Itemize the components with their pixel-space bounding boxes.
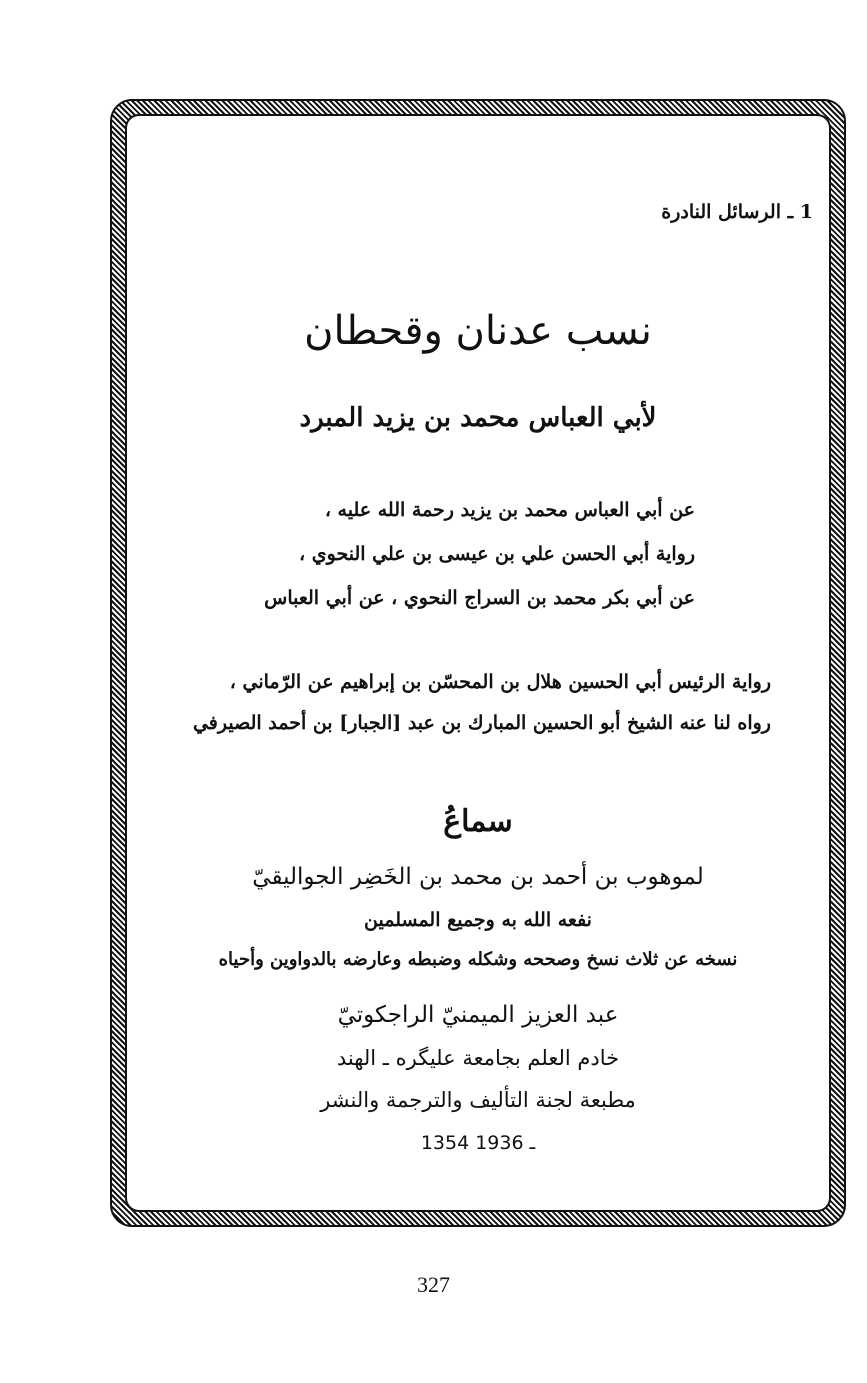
sama-owner: لموهوب بن أحمد بن محمد بن الخَضِر الجواليقيّ [252,864,704,890]
isnad-line: عن أبي بكر محمد بن السراج النحوي ، عن أبي العباس [264,587,695,609]
riwaya-line: رواية الرئيس أبي الحسين هلال بن المحسّن بن إبراهيم عن الرّماني ، [229,671,771,693]
book-title: نسب عدنان وقحطان [304,308,652,354]
page-number: 327 [417,1272,450,1297]
author-line: لأبي العباس محمد بن يزيد المبرد [299,403,657,433]
publication-year: 1354 ـ 1936 [420,1132,536,1154]
title-page-panel [125,114,831,1212]
decorative-border-frame [110,99,846,1227]
series-heading: 1 ـ الرسائل النادرة [661,201,813,223]
editor-name: عبد العزيز الميمنيّ الراجكوتيّ [337,1002,619,1028]
editor-affiliation: خادم العلم بجامعة عليگره ـ الهند [336,1046,620,1070]
publisher-line: مطبعة لجنة التأليف والترجمة والنشر [320,1088,636,1112]
isnad-line: عن أبي العباس محمد بن يزيد رحمة الله عليه ، [324,499,695,521]
sama-heading: سماعُ [443,804,513,839]
blessing-line: نفعه الله به وجميع المسلمين [364,909,592,931]
isnad-line: رواية أبي الحسن علي بن عيسى بن علي النحوي ، [299,543,695,565]
title-page-content [127,116,829,1210]
copied-note: نسخه عن ثلاث نسخ وصححه وشكله وضبطه وعارضه بالدواوين وأحياه [218,949,738,970]
riwaya-line: رواه لنا عنه الشيخ أبو الحسين المبارك بن عبد [الجبار] بن أحمد الصيرفي [192,712,771,734]
